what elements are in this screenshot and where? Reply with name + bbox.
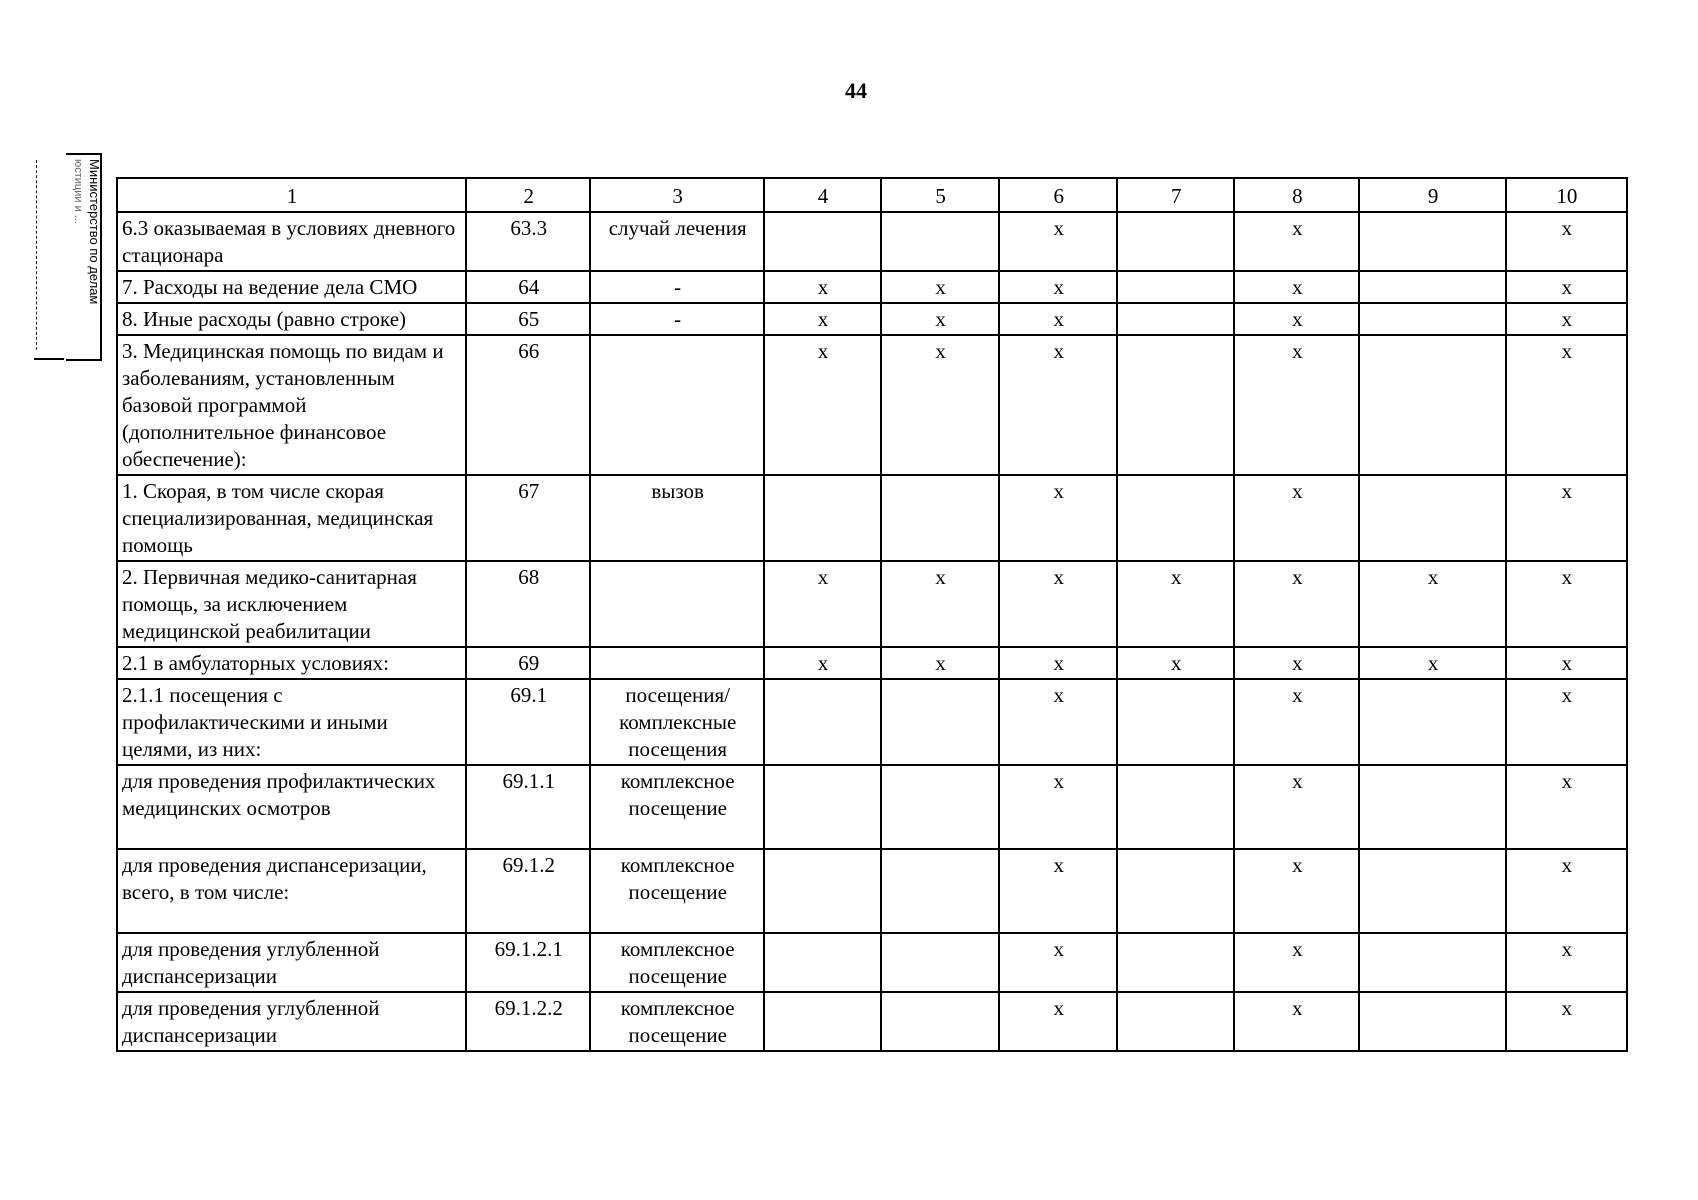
mark-cell: x [1506, 647, 1627, 679]
stamp-tick [34, 358, 64, 360]
mark-cell: x [881, 647, 999, 679]
mark-cell: x [999, 475, 1117, 561]
row-unit-cell: - [590, 303, 764, 335]
mark-cell [881, 679, 999, 765]
table-row [117, 561, 1627, 647]
mark-cell: x [1234, 992, 1359, 1051]
mark-cell [1117, 303, 1234, 335]
mark-cell [1359, 933, 1505, 992]
table-row [117, 849, 1627, 933]
mark-cell: x [1506, 475, 1627, 561]
row-name-cell: для проведения профилактических медицинских осмотров [117, 765, 466, 849]
row-code-cell: 69.1.2 [466, 849, 590, 933]
row-name-cell: 1. Скорая, в том числе скорая специализированная, медицинская помощь [117, 475, 466, 561]
stamp-text [66, 155, 102, 363]
row-code-cell: 65 [466, 303, 590, 335]
mark-cell [764, 212, 881, 271]
mark-cell: x [881, 303, 999, 335]
row-unit-cell: комплексное посещение [590, 933, 764, 992]
table-row [117, 303, 1627, 335]
mark-cell: x [1234, 212, 1359, 271]
mark-cell: x [999, 335, 1117, 475]
mark-cell: x [764, 647, 881, 679]
table-row [117, 933, 1627, 992]
table-row [117, 271, 1627, 303]
mark-cell: x [1234, 561, 1359, 647]
budget-table [116, 177, 1628, 1052]
row-unit-cell: вызов [590, 475, 764, 561]
mark-cell: x [764, 335, 881, 475]
mark-cell: x [1506, 561, 1627, 647]
mark-cell: x [999, 647, 1117, 679]
mark-cell [764, 933, 881, 992]
mark-cell [881, 933, 999, 992]
column-header: 5 [881, 178, 999, 212]
mark-cell: x [999, 765, 1117, 849]
mark-cell [1117, 335, 1234, 475]
row-name-cell: для проведения диспансеризации, всего, в том числе: [117, 849, 466, 933]
stamp-line-1: Министерство по делам [87, 159, 102, 305]
row-name-cell: 7. Расходы на ведение дела СМО [117, 271, 466, 303]
table-row [117, 679, 1627, 765]
mark-cell: x [1506, 679, 1627, 765]
table-row [117, 647, 1627, 679]
mark-cell: x [1359, 647, 1505, 679]
column-header: 6 [999, 178, 1117, 212]
mark-cell: x [1117, 647, 1234, 679]
row-unit-cell: случай лечения [590, 212, 764, 271]
column-header: 4 [764, 178, 881, 212]
mark-cell: x [1234, 335, 1359, 475]
mark-cell [1117, 212, 1234, 271]
mark-cell [764, 765, 881, 849]
mark-cell: x [881, 271, 999, 303]
row-unit-cell: посещения/комплексные посещения [590, 679, 764, 765]
registration-stamp [66, 153, 102, 361]
row-name-cell: 6.3 оказываемая в условиях дневного стационара [117, 212, 466, 271]
mark-cell: x [764, 303, 881, 335]
mark-cell: x [764, 561, 881, 647]
mark-cell [881, 765, 999, 849]
row-code-cell: 69.1.1 [466, 765, 590, 849]
column-header: 2 [466, 178, 590, 212]
row-code-cell: 69.1.2.1 [466, 933, 590, 992]
column-header: 1 [117, 178, 466, 212]
mark-cell [764, 475, 881, 561]
table-row [117, 335, 1627, 475]
mark-cell [881, 849, 999, 933]
mark-cell: x [1234, 849, 1359, 933]
mark-cell: x [1234, 303, 1359, 335]
mark-cell [1359, 475, 1505, 561]
row-name-cell: 3. Медицинская помощь по видам и заболеваниям, установленным базовой программой (дополнительное финансовое обеспечение): [117, 335, 466, 475]
mark-cell: x [999, 992, 1117, 1051]
row-code-cell: 63.3 [466, 212, 590, 271]
column-header: 3 [590, 178, 764, 212]
mark-cell: x [999, 679, 1117, 765]
mark-cell: x [1117, 561, 1234, 647]
mark-cell: x [881, 561, 999, 647]
mark-cell [1117, 849, 1234, 933]
mark-cell: x [1234, 271, 1359, 303]
mark-cell [764, 679, 881, 765]
row-code-cell: 66 [466, 335, 590, 475]
mark-cell: x [999, 849, 1117, 933]
column-header: 8 [1234, 178, 1359, 212]
row-name-cell: для проведения углубленной диспансеризации [117, 992, 466, 1051]
mark-cell: x [999, 933, 1117, 992]
row-name-cell: для проведения углубленной диспансеризации [117, 933, 466, 992]
mark-cell [1359, 212, 1505, 271]
row-code-cell: 69.1.2.2 [466, 992, 590, 1051]
row-unit-cell: - [590, 271, 764, 303]
mark-cell [764, 849, 881, 933]
row-unit-cell [590, 561, 764, 647]
mark-cell [1359, 992, 1505, 1051]
mark-cell: x [1506, 271, 1627, 303]
row-name-cell: 2.1 в амбулаторных условиях: [117, 647, 466, 679]
mark-cell: x [1506, 933, 1627, 992]
mark-cell: x [1506, 849, 1627, 933]
mark-cell [881, 212, 999, 271]
stamp-line-2: юстиции и ... [72, 159, 84, 224]
row-unit-cell: комплексное посещение [590, 765, 764, 849]
mark-cell: x [1234, 933, 1359, 992]
row-code-cell: 68 [466, 561, 590, 647]
column-header: 9 [1359, 178, 1505, 212]
mark-cell: x [1234, 647, 1359, 679]
mark-cell: x [1506, 992, 1627, 1051]
mark-cell [1117, 679, 1234, 765]
mark-cell [1117, 765, 1234, 849]
mark-cell [1117, 271, 1234, 303]
row-unit-cell: комплексное посещение [590, 849, 764, 933]
row-code-cell: 67 [466, 475, 590, 561]
mark-cell: x [1234, 765, 1359, 849]
mark-cell: x [999, 212, 1117, 271]
mark-cell [1117, 992, 1234, 1051]
table-row [117, 475, 1627, 561]
row-name-cell: 8. Иные расходы (равно строке) [117, 303, 466, 335]
table-body [117, 212, 1627, 1051]
mark-cell [1359, 271, 1505, 303]
mark-cell [1117, 933, 1234, 992]
mark-cell: x [764, 271, 881, 303]
mark-cell: x [999, 303, 1117, 335]
row-unit-cell [590, 335, 764, 475]
mark-cell: x [1506, 765, 1627, 849]
table-row [117, 992, 1627, 1051]
mark-cell [1117, 475, 1234, 561]
table-header-row [117, 178, 1627, 212]
column-header: 7 [1117, 178, 1234, 212]
mark-cell: x [1234, 679, 1359, 765]
mark-cell: x [1234, 475, 1359, 561]
mark-cell: x [881, 335, 999, 475]
row-code-cell: 69 [466, 647, 590, 679]
mark-cell [881, 475, 999, 561]
page-number: 44 [845, 78, 867, 103]
mark-cell: x [999, 271, 1117, 303]
mark-cell: x [1359, 561, 1505, 647]
mark-cell: x [999, 561, 1117, 647]
row-code-cell: 64 [466, 271, 590, 303]
row-name-cell: 2.1.1 посещения с профилактическими и иными целями, из них: [117, 679, 466, 765]
mark-cell: x [1506, 335, 1627, 475]
mark-cell: x [1506, 303, 1627, 335]
row-name-cell: 2. Первичная медико-санитарная помощь, за исключением медицинской реабилитации [117, 561, 466, 647]
mark-cell [1359, 765, 1505, 849]
stamp-margin-line [36, 160, 38, 350]
table-row [117, 765, 1627, 849]
row-unit-cell [590, 647, 764, 679]
mark-cell: x [1506, 212, 1627, 271]
mark-cell [881, 992, 999, 1051]
mark-cell [1359, 303, 1505, 335]
mark-cell [1359, 849, 1505, 933]
column-header: 10 [1506, 178, 1627, 212]
mark-cell [764, 992, 881, 1051]
mark-cell [1359, 679, 1505, 765]
row-unit-cell: комплексное посещение [590, 992, 764, 1051]
table-row [117, 212, 1627, 271]
row-code-cell: 69.1 [466, 679, 590, 765]
mark-cell [1359, 335, 1505, 475]
